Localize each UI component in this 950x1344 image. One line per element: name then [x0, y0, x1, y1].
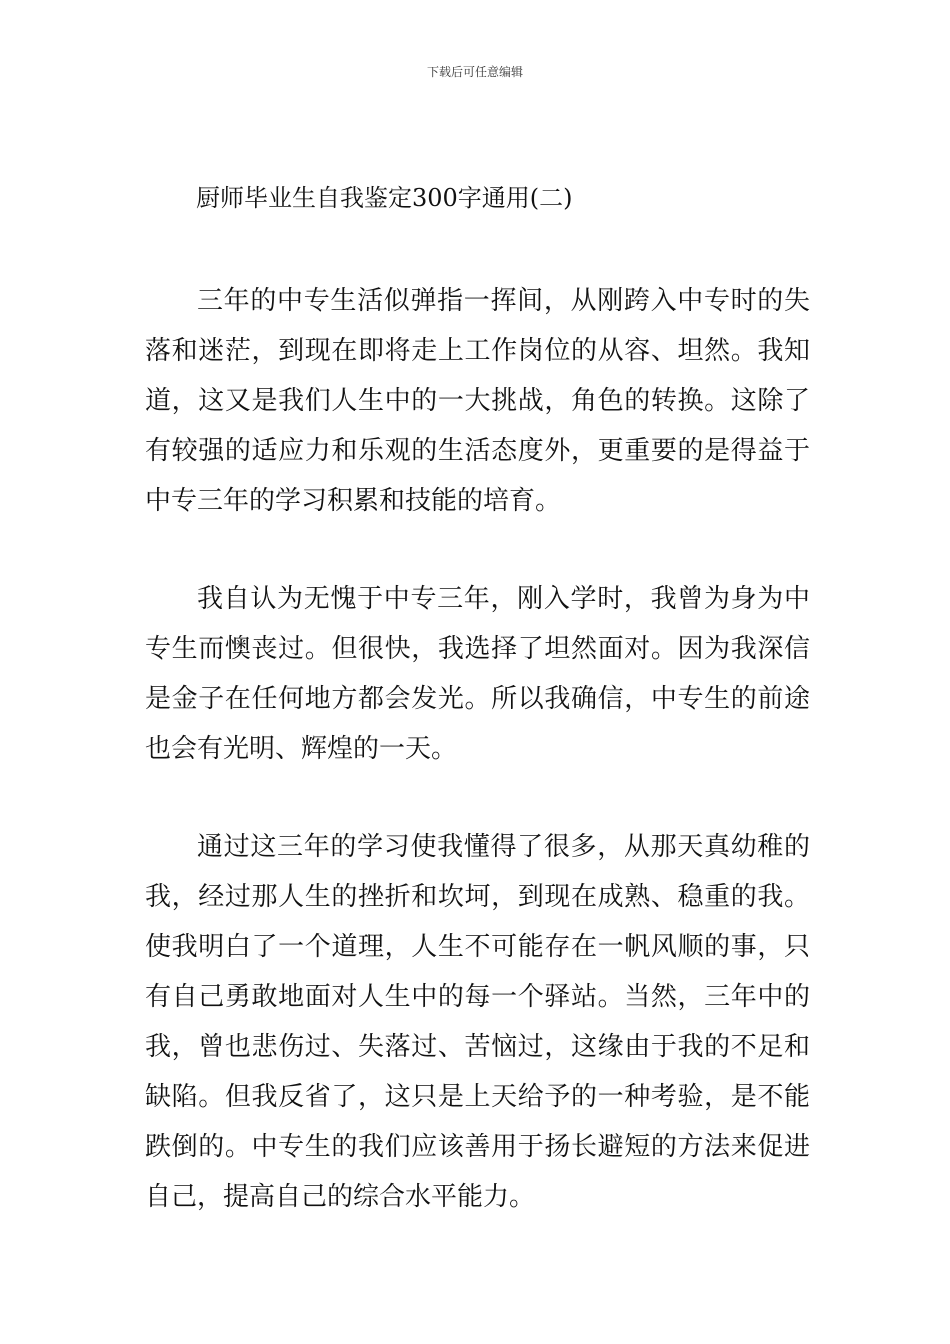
paragraph: 通过这三年的学习使我懂得了很多，从那天真幼稚的我，经过那人生的挫折和坎坷，到现在成熟、稳重的我。使我明白了一个道理，人生不可能存在一帆风顺的事，只有自己勇敢地面对人生中的每一个驿站。当然，三年中的我，曾也悲伤过、失落过、苦恼过，这缘由于我的不足和缺陷。但我反省了，这只是上天给予的一种考验，是不能跌倒的。中专生的我们应该善用于扬长避短的方法来促进自己，提高自己的综合水平能力。 — [145, 832, 810, 1212]
paragraph-block-1 — [145, 276, 810, 526]
paragraph-block-3 — [145, 822, 810, 1222]
page-header — [0, 64, 950, 80]
paragraph-block-2 — [145, 574, 810, 774]
header-note: 下载后可任意编辑 — [426, 65, 523, 79]
document-title: 厨师毕业生自我鉴定300字通用(二) — [196, 184, 573, 212]
paragraph: 我自认为无愧于中专三年，刚入学时，我曾为身为中专生而懊丧过。但很快，我选择了坦然面对。因为我深信是金子在任何地方都会发光。所以我确信，中专生的前途也会有光明、辉煌的一天。 — [145, 584, 810, 764]
paragraph: 三年的中专生活似弹指一挥间，从刚跨入中专时的失落和迷茫，到现在即将走上工作岗位的从容、坦然。我知道，这又是我们人生中的一大挑战，角色的转换。这除了有较强的适应力和乐观的生活态度外，更重要的是得益于中专三年的学习积累和技能的培育。 — [145, 286, 810, 516]
